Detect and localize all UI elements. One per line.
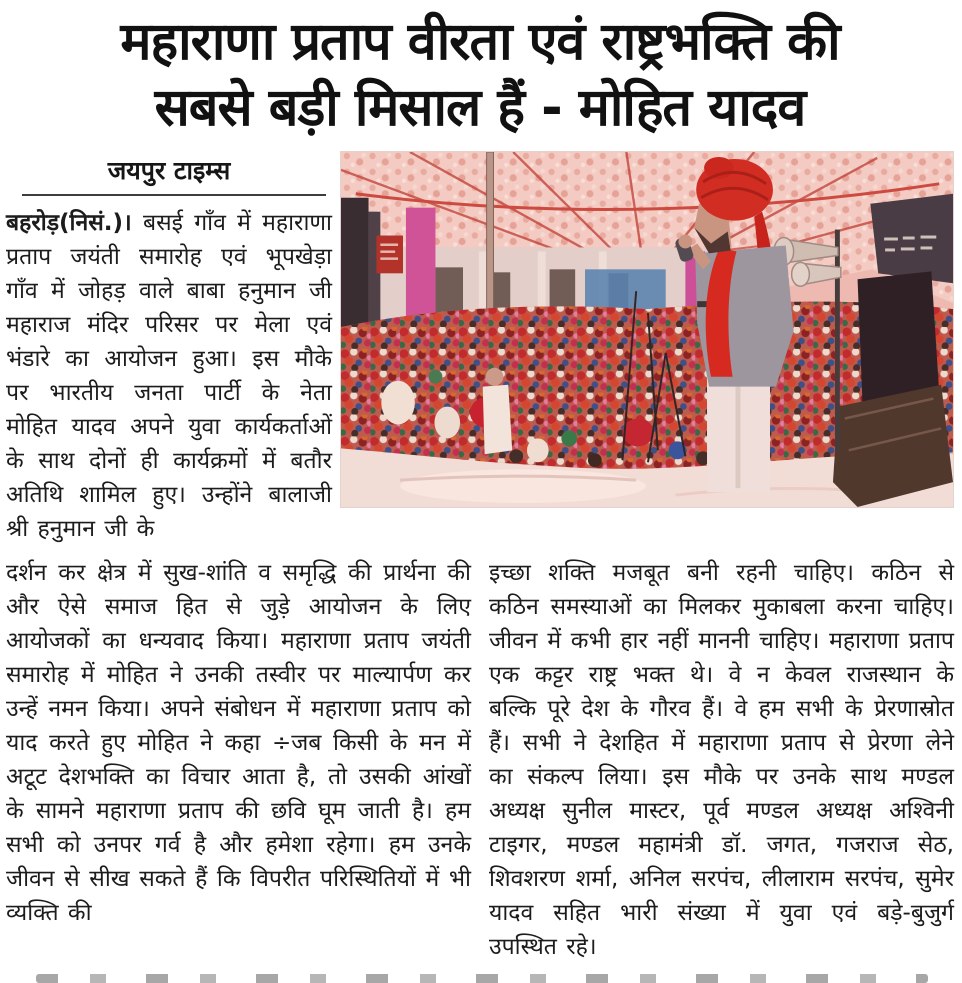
page-title <box>6 10 954 141</box>
byline-divider <box>22 194 326 196</box>
event-photo-illustration <box>340 151 954 508</box>
narrow-column-text: बसई गाँव में महाराणा प्रताप जयंती समारोह एवं भूपखेड़ा गाँव में जोहड़ वाले बाबा हनुमान जी महाराज मंदिर परिसर पर मेला एवं भंडारे का आयोजन हुआ। इस मौके पर भारतीय जनता पार्टी के नेता मोहित यादव अपने युवा कार्यकर्ताओं के साथ दोनों ही कार्यक्रमों में बतौर अतिथि शामिल हुए। उन्होंने बालाजी श्री हनुमान जी के <box>6 210 332 543</box>
bottom-section <box>6 556 954 964</box>
top-section <box>6 151 954 546</box>
cropped-next-line <box>36 974 928 983</box>
headline-line-1: महाराणा प्रताप वीरता एवं राष्ट्रभक्ति की <box>120 12 840 72</box>
article-column-left: दर्शन कर क्षेत्र में सुख-शांति व समृद्धि की प्रार्थना की और ऐसे समाज हित से जुड़े आयोजन के लिए आयोजकों का धन्यवाद किया। महाराणा प्रताप जयंती समारोह में मोहित ने उनकी तस्वीर पर माल्यार्पण कर उन्हें नमन किया। अपने संबोधन में महाराणा प्रताप को याद करते हुए मोहित ने कहा ÷जब किसी के मन में अटूट देशभक्ति का विचार आता है, तो उसकी आंखों के सामने महाराणा प्रताप की छवि घूम जाती है। हम सभी को उनपर गर्व है और हमेशा रहेगा। हम उनके जीवन से सीख सकते हैं कि विपरीत परिस्थितियों में भी व्यक्ति की <box>6 560 471 927</box>
headline-line-2: सबसे बड़ी मिसाल हैं - मोहित यादव <box>154 77 806 138</box>
byline: जयपुर टाइम्स <box>107 156 231 186</box>
article-column-right: इच्छा शक्ति मजबूत बनी रहनी चाहिए। कठिन से कठिन समस्याओं का मिलकर मुकाबला करना चाहिए। जीवन में कभी हार नहीं माननी चाहिए। महाराणा प्रताप एक कट्टर राष्ट्र भक्त थे। वे न केवल राजस्थान के बल्कि पूरे देश के गौरव हैं। वे हम सभी के प्रेरणास्रोत हैं। सभी ने देशहित में महाराणा प्रताप से प्रेरणा लेने का संकल्प लिया। इस मौके पर उनके साथ मण्डल अध्यक्ष सुनील मास्टर, पूर्व मण्डल अध्यक्ष अश्विनी टाइगर, मण्डल महामंत्री डॉ. जगत, गजराज सेठ, शिवशरण शर्मा, अनिल सरपंच, लीलाराम सरपंच, सुमेर यादव सहित भारी संख्या में युवा एवं बड़े-बुजुर्ग उपस्थित रहे। <box>489 560 954 961</box>
article-paragraph-narrow <box>6 206 332 546</box>
dateline: बहरोड़(निसं.)। <box>6 210 132 237</box>
event-photo <box>340 151 954 508</box>
first-column <box>6 151 340 546</box>
